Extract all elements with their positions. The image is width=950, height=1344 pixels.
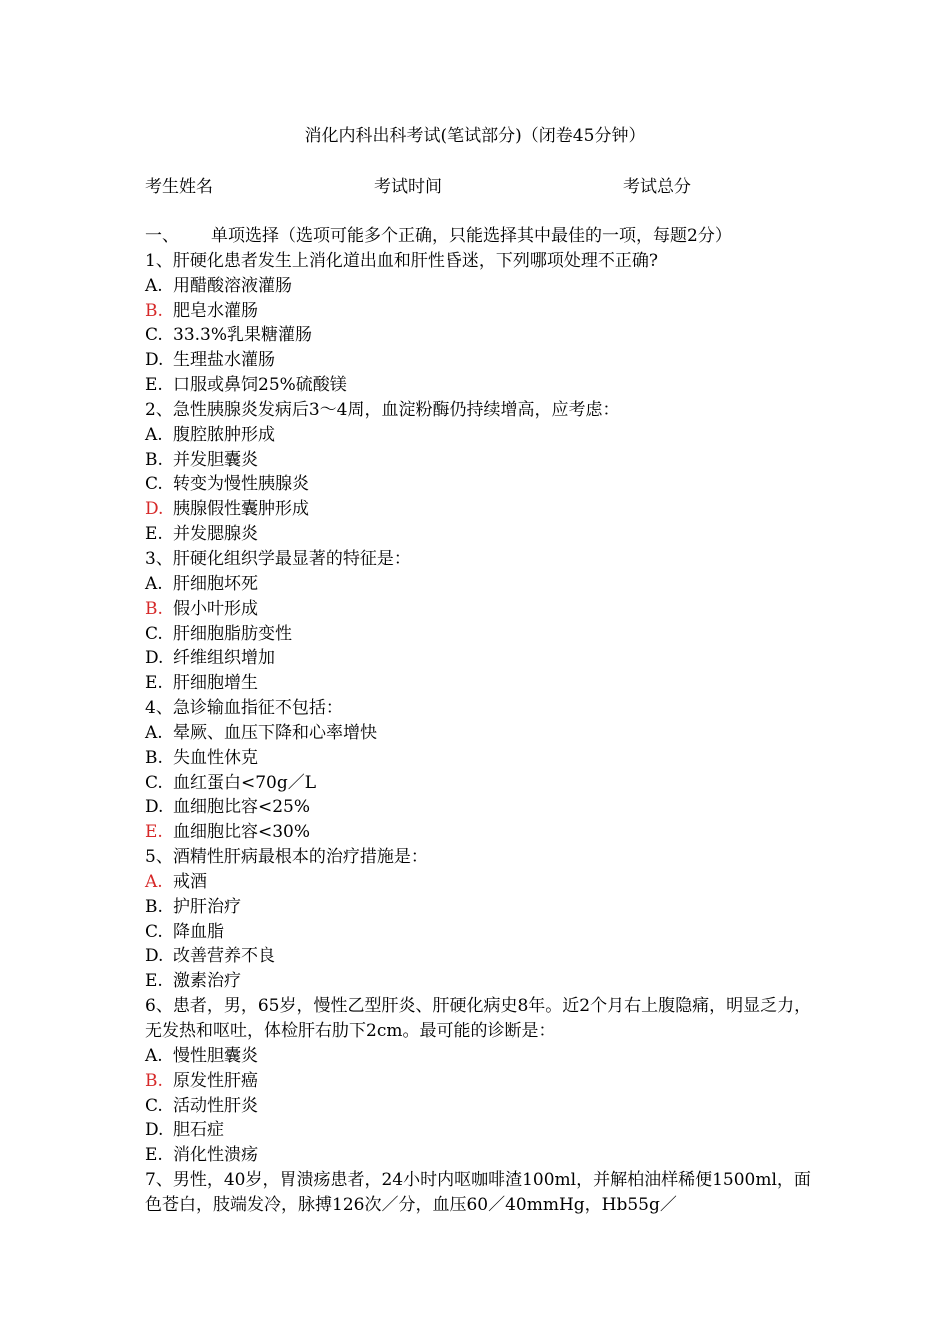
option-text: 失血性休克 xyxy=(173,747,258,768)
option-letter: B. xyxy=(145,896,163,917)
option xyxy=(145,1143,815,1168)
option xyxy=(145,1044,815,1069)
info-total-score: 考试总分 xyxy=(623,177,691,197)
option-letter: C. xyxy=(145,325,163,346)
option-text: 口服或鼻饲25%硫酸镁 xyxy=(173,375,347,396)
option-letter: A. xyxy=(145,424,163,445)
option-text: 假小叶形成 xyxy=(173,598,258,619)
option xyxy=(145,746,815,771)
option-text: 胰腺假性囊肿形成 xyxy=(173,499,309,520)
option-text: 33.3%乳果糖灌肠 xyxy=(173,325,313,346)
option-text: 用醋酸溶液灌肠 xyxy=(173,275,292,296)
option-correct xyxy=(145,820,815,845)
question-5: 5、酒精性肝病最根本的治疗措施是： xyxy=(145,847,428,868)
option-text: 原发性肝癌 xyxy=(173,1070,258,1091)
option xyxy=(145,348,815,373)
option xyxy=(145,472,815,497)
option-text: 转变为慢性胰腺炎 xyxy=(173,474,309,495)
option-text: 激素治疗 xyxy=(173,971,241,992)
info-exam-time: 考试时间 xyxy=(374,177,442,197)
option-text: 纤维组织增加 xyxy=(173,648,275,669)
option xyxy=(145,646,815,671)
option xyxy=(145,671,815,696)
option-letter: A. xyxy=(145,1045,163,1066)
option-letter: A. xyxy=(145,722,163,743)
option-letter: D. xyxy=(145,1120,164,1141)
option xyxy=(145,622,815,647)
question-4: 4、急诊输血指征不包括： xyxy=(145,698,343,719)
option-text: 肝细胞坏死 xyxy=(173,573,258,594)
option-letter: A. xyxy=(145,275,163,296)
option-letter: E. xyxy=(145,822,163,843)
option xyxy=(145,323,815,348)
option-correct xyxy=(145,1069,815,1094)
option xyxy=(145,920,815,945)
option-text: 护肝治疗 xyxy=(173,896,241,917)
option-text: 并发胆囊炎 xyxy=(173,449,258,470)
option xyxy=(145,895,815,920)
option-letter: B. xyxy=(145,449,163,470)
option-letter: E. xyxy=(145,971,163,992)
option-text: 活动性肝炎 xyxy=(173,1095,258,1116)
option-letter: D. xyxy=(145,350,164,371)
option-letter: B. xyxy=(145,1070,163,1091)
option-text: 胆石症 xyxy=(173,1120,224,1141)
option-text: 生理盐水灌肠 xyxy=(173,350,275,371)
option-letter: C. xyxy=(145,921,163,942)
option-letter: B. xyxy=(145,300,163,321)
option-correct xyxy=(145,870,815,895)
option-letter: E. xyxy=(145,673,163,694)
option xyxy=(145,373,815,398)
option-letter: B. xyxy=(145,598,163,619)
option-text: 肥皂水灌肠 xyxy=(173,300,258,321)
option-correct xyxy=(145,299,815,324)
option xyxy=(145,423,815,448)
option xyxy=(145,572,815,597)
question-2: 2、急性胰腺炎发病后3～4周，血淀粉酶仍持续增高，应考虑： xyxy=(145,399,620,420)
option-letter: D. xyxy=(145,499,164,520)
option-letter: C. xyxy=(145,772,163,793)
option-letter: D. xyxy=(145,648,164,669)
option-letter: A. xyxy=(145,871,163,892)
option-letter: C. xyxy=(145,623,163,644)
option-letter: E. xyxy=(145,524,163,545)
option-text: 血细胞比容<25% xyxy=(173,797,311,818)
option xyxy=(145,448,815,473)
option xyxy=(145,969,815,994)
option-text: 晕厥、血压下降和心率增快 xyxy=(173,722,377,743)
option-letter: E. xyxy=(145,1145,163,1166)
exam-body xyxy=(145,224,815,1218)
page-title: 消化内科出科考试(笔试部分)（闭卷45分钟） xyxy=(304,126,646,146)
question-1: 1、肝硬化患者发生上消化道出血和肝性昏迷，下列哪项处理不正确? xyxy=(145,250,658,271)
option xyxy=(145,1118,815,1143)
section-title: 单项选择（选项可能多个正确，只能选择其中最佳的一项，每题2分） xyxy=(211,226,732,246)
option-letter: C. xyxy=(145,1095,163,1116)
option xyxy=(145,944,815,969)
option-letter: C. xyxy=(145,474,163,495)
question-7: 7、男性，40岁，胃溃疡患者，24小时内呕咖啡渣100ml，并解柏油样稀便1500ml，面色苍白，肢端发冷，脉搏126次／分，血压60／40mmHg，Hb55g／ xyxy=(145,1170,811,1215)
option xyxy=(145,522,815,547)
option-letter: D. xyxy=(145,797,164,818)
option-text: 血红蛋白<70g／L xyxy=(173,772,317,793)
option-text: 戒酒 xyxy=(173,871,207,892)
option-text: 降血脂 xyxy=(173,921,224,942)
option-letter: D. xyxy=(145,946,164,967)
option-text: 并发腮腺炎 xyxy=(173,524,258,545)
option-correct xyxy=(145,497,815,522)
option xyxy=(145,795,815,820)
option-text: 消化性溃疡 xyxy=(173,1145,258,1166)
option-text: 肝细胞增生 xyxy=(173,673,258,694)
info-student-name: 考生姓名 xyxy=(145,177,213,197)
option-text: 腹腔脓肿形成 xyxy=(173,424,275,445)
option-letter: A. xyxy=(145,573,163,594)
option xyxy=(145,771,815,796)
option-text: 血细胞比容<30% xyxy=(173,822,311,843)
option-text: 肝细胞脂肪变性 xyxy=(173,623,292,644)
question-6: 6、患者，男，65岁，慢性乙型肝炎、肝硬化病史8年。近2个月右上腹隐痛，明显乏力，无发热和呕吐，体检肝右肋下2cm。最可能的诊断是： xyxy=(145,996,812,1041)
section-index: 一、 xyxy=(145,226,179,246)
option-text: 改善营养不良 xyxy=(173,946,275,967)
option xyxy=(145,274,815,299)
option xyxy=(145,721,815,746)
option-letter: B. xyxy=(145,747,163,768)
option xyxy=(145,1094,815,1119)
option-correct xyxy=(145,597,815,622)
option-text: 慢性胆囊炎 xyxy=(173,1045,258,1066)
section-heading xyxy=(145,224,815,249)
question-3: 3、肝硬化组织学最显著的特征是： xyxy=(145,548,411,569)
option-letter: E. xyxy=(145,375,163,396)
